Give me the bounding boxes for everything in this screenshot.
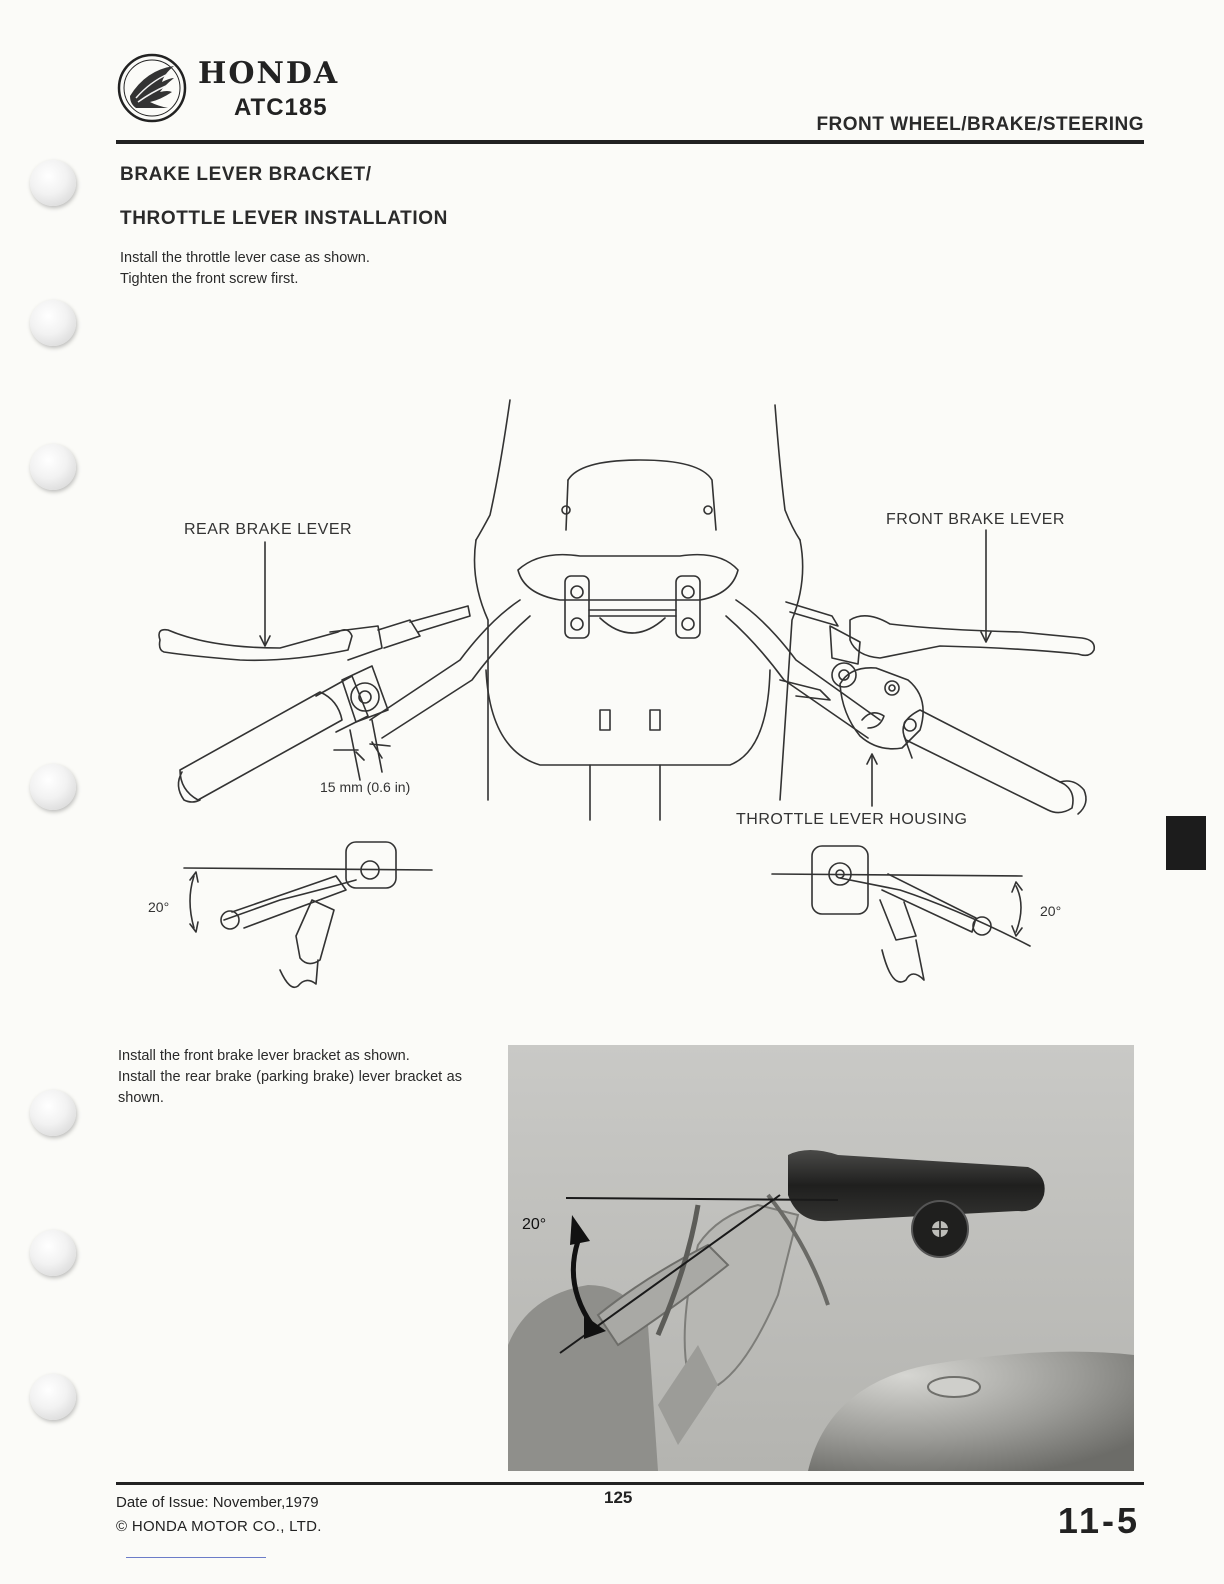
left-angle-label: 20°: [148, 899, 170, 915]
binder-hole: [30, 160, 76, 206]
section-title: FRONT WHEEL/BRAKE/STEERING: [816, 114, 1144, 135]
throttle-lever-housing: [780, 668, 923, 758]
instruction-rear-bracket: Install the rear brake (parking brake) lever bracket as shown.: [118, 1069, 462, 1106]
intro-paragraph: [120, 248, 520, 290]
photo-fuel-cap: [928, 1377, 980, 1397]
handlebar-clamp: [518, 555, 738, 638]
section-heading-line2: THROTTLE LEVER INSTALLATION: [120, 208, 448, 229]
fuel-tank-outline: [486, 670, 770, 820]
model-name: ATC185: [234, 94, 328, 121]
rear-brake-lever-label: REAR BRAKE LEVER: [184, 521, 353, 538]
front-brake-lever: [786, 602, 1094, 687]
honda-wing-icon: [116, 52, 188, 124]
handlebar-tube: [370, 600, 880, 738]
page-number: 125: [604, 1488, 633, 1507]
installation-notes: [118, 1046, 462, 1109]
copyright-notice: © HONDA MOTOR CO., LTD.: [116, 1518, 322, 1535]
throttle-housing-label: THROTTLE LEVER HOUSING: [736, 811, 968, 828]
right-angle-detail: [772, 846, 1030, 982]
bracket-photo: [508, 1045, 1134, 1471]
footer-rule: [116, 1482, 1144, 1485]
binder-hole: [30, 764, 76, 810]
instruction-front-bracket: Install the front brake lever bracket as shown.: [118, 1048, 410, 1064]
front-brake-lever-label: FRONT BRAKE LEVER: [886, 511, 1065, 528]
binder-hole: [30, 444, 76, 490]
brand-name: HONDA: [198, 56, 340, 91]
left-angle-detail: [184, 842, 432, 987]
section-page-number: 11-5: [1057, 1500, 1140, 1541]
section-tab-marker: [1166, 816, 1206, 870]
binder-hole: [30, 1374, 76, 1420]
intro-line: Install the throttle lever case as shown.: [120, 250, 370, 266]
rear-brake-lever: [159, 606, 470, 722]
binder-hole: [30, 1090, 76, 1136]
date-of-issue: Date of Issue: November,1979: [116, 1494, 319, 1511]
scan-artifact-line: [126, 1557, 266, 1558]
binder-hole: [30, 300, 76, 346]
section-heading-line1: BRAKE LEVER BRACKET/: [120, 164, 372, 185]
binder-hole: [30, 1230, 76, 1276]
right-grip: [903, 710, 1086, 814]
handlebar-diagram: [120, 380, 1120, 1010]
clearance-label: 15 mm (0.6 in): [320, 779, 411, 795]
photo-angle-label: 20°: [522, 1216, 547, 1233]
intro-line: Tighten the front screw first.: [120, 271, 299, 287]
right-angle-label: 20°: [1040, 903, 1062, 919]
header-rule: [116, 140, 1144, 144]
